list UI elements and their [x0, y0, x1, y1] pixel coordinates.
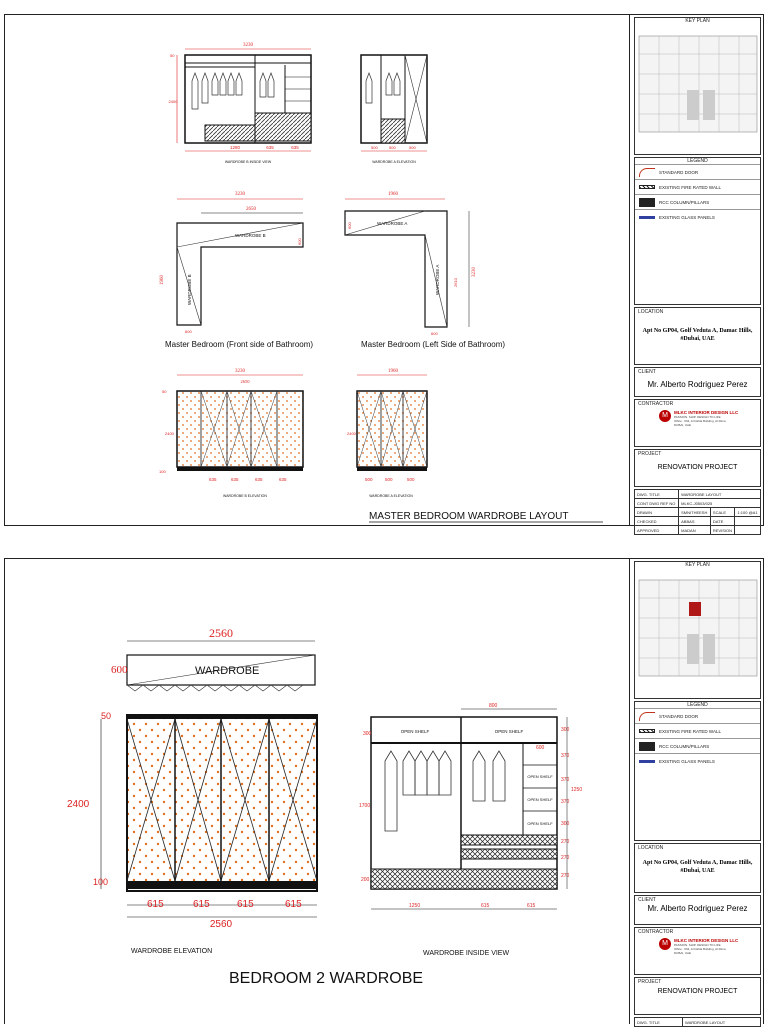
svg-text:Master Bedroom (Front side of: Master Bedroom (Front side of Bathroom) [165, 340, 314, 349]
drawing-area [5, 15, 629, 525]
svg-text:500: 500 [365, 477, 373, 482]
svg-text:500: 500 [385, 477, 393, 482]
sheet-title: BEDROOM 2 WARDROBE [229, 970, 424, 987]
sheet-master-bedroom [4, 14, 764, 533]
svg-text:OPEN SHELF: OPEN SHELF [494, 729, 524, 734]
bedroom2-wardrobe-inside-view [359, 703, 582, 957]
column-icon [639, 742, 655, 751]
svg-text:1960: 1960 [388, 369, 398, 374]
svg-text:800: 800 [489, 703, 498, 709]
sheet-title: MASTER BEDROOM WARDROBE LAYOUT [369, 511, 569, 522]
drawing-canvas-2 [5, 559, 629, 1025]
legend: LEGEND STANDARD DOOR EXISTING FIRE RATED WALL RCC COLUMN/PILLARS EXISTING GLASS PANELS [634, 157, 761, 305]
svg-text:600: 600 [111, 664, 128, 676]
svg-text:370: 370 [561, 799, 570, 805]
svg-text:WARDROBE: WARDROBE [195, 665, 260, 677]
svg-text:50: 50 [101, 711, 112, 721]
svg-text:100: 100 [93, 877, 109, 887]
svg-text:270: 270 [561, 873, 570, 879]
plan-front-of-bathroom [160, 192, 313, 349]
svg-text:1960: 1960 [160, 275, 165, 285]
svg-text:OPEN SHELF: OPEN SHELF [400, 729, 430, 734]
svg-text:1960: 1960 [388, 192, 398, 197]
svg-text:1250: 1250 [409, 903, 421, 909]
svg-text:2560: 2560 [209, 919, 233, 930]
dwg-info-table: DWG. TITLE WARDROBE LAYOUT [634, 1017, 761, 1027]
legend-glass-panels: EXISTING GLASS PANELS [635, 753, 760, 768]
svg-text:OPEN SHELF: OPEN SHELF [527, 821, 553, 826]
svg-text:600: 600 [297, 238, 302, 245]
title-block [629, 15, 765, 533]
drawing-area [5, 559, 629, 1024]
sheet-bedroom-2 [4, 558, 764, 1024]
svg-text:3230: 3230 [235, 192, 245, 197]
svg-text:600: 600 [431, 331, 438, 336]
svg-text:300: 300 [561, 727, 570, 733]
legend-glass-panels: EXISTING GLASS PANELS [635, 209, 760, 224]
svg-text:2610: 2610 [453, 278, 458, 287]
location-box: LOCATION Apt No GP04, Golf Veduta A, Damac Hills, #Dubai, UAE [634, 307, 761, 365]
svg-text:WARDROBE A ELEVATION: WARDROBE A ELEVATION [372, 160, 416, 164]
svg-text:600: 600 [347, 222, 352, 229]
svg-text:OPEN SHELF: OPEN SHELF [527, 797, 553, 802]
project-box: PROJECT RENOVATION PROJECT [634, 449, 761, 487]
svg-text:600: 600 [185, 329, 192, 334]
svg-text:1250: 1250 [571, 787, 583, 793]
key-plan-drawing [635, 24, 761, 144]
glass-panel-icon [639, 760, 655, 763]
key-plan-drawing [635, 568, 761, 688]
svg-text:615: 615 [285, 899, 302, 910]
svg-text:270: 270 [561, 855, 570, 861]
svg-text:500: 500 [371, 145, 378, 150]
contractor-logo: M [659, 938, 671, 950]
svg-text:50: 50 [170, 53, 175, 58]
svg-text:300: 300 [561, 821, 570, 827]
location-box: LOCATION Apt No GP04, Golf Veduta A, Damac Hills, #Dubai, UAE [634, 843, 761, 893]
key-plan: KEY PLAN [634, 561, 761, 699]
svg-text:270: 270 [561, 839, 570, 845]
plan-left-of-bathroom [345, 192, 505, 349]
svg-text:2400: 2400 [165, 431, 174, 436]
project-box: PROJECT RENOVATION PROJECT [634, 977, 761, 1015]
bedroom2-wardrobe-plan [111, 626, 315, 691]
svg-text:635: 635 [291, 145, 299, 150]
svg-text:615: 615 [193, 899, 210, 910]
svg-text:370: 370 [561, 777, 570, 783]
wardrobe-a-elevation-small [361, 55, 427, 164]
svg-text:3230: 3230 [235, 369, 245, 374]
svg-text:WARDROBE ELEVATION: WARDROBE ELEVATION [131, 948, 213, 955]
svg-text:1280: 1280 [229, 145, 241, 150]
svg-text:100: 100 [159, 469, 166, 474]
svg-text:WARDROBE A: WARDROBE A [377, 221, 408, 226]
svg-text:50: 50 [162, 389, 167, 394]
svg-text:635: 635 [266, 145, 274, 150]
svg-text:635: 635 [209, 477, 217, 482]
svg-text:200: 200 [361, 877, 370, 883]
svg-text:WARDROBE A ELEVATION: WARDROBE A ELEVATION [369, 494, 413, 498]
legend: LEGEND STANDARD DOOR EXISTING FIRE RATED WALL RCC COLUMN/PILLARS EXISTING GLASS PANELS [634, 701, 761, 841]
svg-text:300: 300 [363, 731, 372, 737]
svg-text:2650: 2650 [240, 379, 250, 384]
svg-text:WARDROBE B: WARDROBE B [187, 274, 192, 305]
svg-text:2400: 2400 [168, 99, 178, 104]
contractor-box: CONTRACTOR M MLKC INTERIOR DESIGN LLC PASSION. SHIP. DESIGN TO LIFE Office : 604, Al Nahla Building, Al Rima DUBAI, UAE [634, 399, 761, 447]
svg-text:500: 500 [389, 145, 396, 150]
svg-text:2400: 2400 [67, 799, 90, 810]
svg-text:3230: 3230 [472, 267, 477, 277]
hatched-wall-icon [639, 729, 655, 733]
svg-text:OPEN SHELF: OPEN SHELF [527, 774, 553, 779]
svg-text:500: 500 [409, 145, 416, 150]
glass-panel-icon [639, 216, 655, 219]
svg-text:615: 615 [147, 899, 164, 910]
svg-text:WARDROBE B ELEVATION: WARDROBE B ELEVATION [223, 494, 267, 498]
svg-text:WARDROBE INSIDE VIEW: WARDROBE INSIDE VIEW [423, 950, 510, 957]
legend-rcc-column: RCC COLUMN/PILLARS [635, 194, 760, 209]
door-icon [639, 168, 655, 177]
dwg-info-table: DWG. TITLE WARDROBE LAYOUT CONT DWG REF NO MLKC-J0503/025 DRAWN SMNITHEESH SCALE 1:100 @A1 CHECKED ABBAS DATE APPROVED MADAN REVISION [634, 489, 761, 535]
svg-text:635: 635 [255, 477, 263, 482]
svg-text:WARDROBE A: WARDROBE A [435, 264, 440, 295]
title-block [629, 559, 765, 1024]
contractor-box: CONTRACTOR M MLKC INTERIOR DESIGN LLC PASSION. SHIP. DESIGN TO LIFE Office : 604, Al Nahla Building, Al Rima DUBAI, UAE [634, 927, 761, 975]
legend-fire-wall: EXISTING FIRE RATED WALL [635, 179, 760, 194]
highlighted-unit [689, 602, 701, 616]
legend-standard-door: STANDARD DOOR [635, 164, 760, 179]
legend-fire-wall: EXISTING FIRE RATED WALL [635, 723, 760, 738]
svg-text:WARDROBE B: WARDROBE B [235, 233, 266, 238]
wardrobe-b-elevation [159, 369, 303, 498]
wardrobe-b-inside-view [169, 43, 311, 164]
svg-text:2560: 2560 [209, 626, 233, 640]
svg-text:1700: 1700 [359, 803, 371, 809]
legend-rcc-column: RCC COLUMN/PILLARS [635, 738, 760, 753]
contractor-logo: M [659, 410, 671, 422]
bedroom2-wardrobe-elevation [67, 711, 317, 955]
svg-text:615: 615 [237, 899, 254, 910]
svg-text:615: 615 [481, 903, 490, 909]
client-box: CLIENT Mr. Alberto Rodriguez Perez [634, 895, 761, 925]
door-icon [639, 712, 655, 721]
column-icon [639, 198, 655, 207]
drawing-canvas-1 [5, 15, 629, 527]
hatched-wall-icon [639, 185, 655, 189]
svg-text:600: 600 [536, 745, 545, 751]
svg-text:WARDROBE B INSIDE VIEW: WARDROBE B INSIDE VIEW [224, 160, 272, 164]
svg-text:3230: 3230 [243, 43, 253, 48]
svg-text:635: 635 [279, 477, 287, 482]
svg-text:615: 615 [527, 903, 536, 909]
legend-standard-door: STANDARD DOOR [635, 708, 760, 723]
svg-text:635: 635 [231, 477, 239, 482]
client-box: CLIENT Mr. Alberto Rodriguez Perez [634, 367, 761, 397]
svg-text:2400: 2400 [347, 431, 356, 436]
key-plan: KEY PLAN [634, 17, 761, 155]
wardrobe-a-elevation [347, 369, 427, 498]
svg-text:2650: 2650 [246, 207, 256, 212]
svg-text:500: 500 [407, 477, 415, 482]
svg-text:370: 370 [561, 753, 570, 759]
svg-text:Master Bedroom (Left Side of B: Master Bedroom (Left Side of Bathroom) [361, 340, 506, 349]
